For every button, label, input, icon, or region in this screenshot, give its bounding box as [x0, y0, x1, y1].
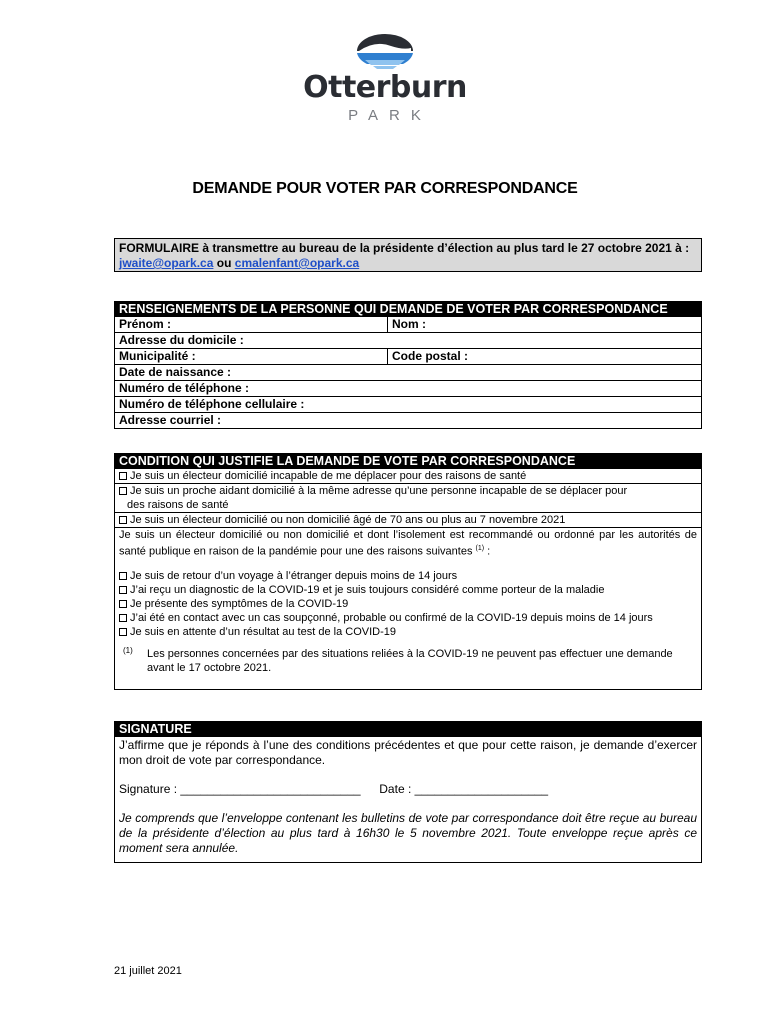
birth-date-field[interactable]: Date de naissance :	[115, 364, 701, 380]
checkbox-icon[interactable]	[119, 472, 127, 480]
last-name-field[interactable]: Nom :	[387, 317, 426, 332]
footnote: (1) Les personnes concernées par des situations reliées à la COVID-19 ne peuvent pas effectuer une demande avant le 17 octobre 2021.	[123, 645, 673, 674]
address-field[interactable]: Adresse du domicile :	[115, 332, 701, 348]
footer-date: 21 juillet 2021	[114, 965, 182, 977]
isolation-text: Je suis un électeur domicilié ou non domicilié et dont l’isolement est recommandé ou ordonné par les autorités de santé publique en raison de la pandémie pour une des raisons suivantes $^{(1)}$ :	[119, 529, 697, 558]
checkbox-icon[interactable]	[119, 614, 127, 622]
first-name-field[interactable]: Prénom :	[119, 317, 172, 331]
logo-name: Otterburn	[303, 70, 467, 105]
condition-option-age-70[interactable]: Je suis un électeur domicilié ou non domicilié âgé de 70 ans ou plus au 7 novembre 2021	[115, 512, 701, 527]
deadline-notice: Je comprends que l’enveloppe contenant les bulletins de vote par correspondance doit être reçue au bureau de la présidente d’élection au plus tard à 16h30 le 5 novembre 2021. Toute enveloppe reçue après ce moment sera annulée.	[119, 811, 697, 855]
checkbox-icon[interactable]	[119, 487, 127, 495]
personal-info-section	[114, 301, 702, 429]
condition-section	[114, 453, 702, 690]
postal-code-field[interactable]: Code postal :	[387, 349, 468, 364]
condition-option-caregiver[interactable]: Je suis un proche aidant domicilié à la même adresse qu’une personne incapable de se déplacer pour des raisons de santé	[115, 483, 701, 512]
name-row	[115, 317, 701, 332]
checkbox-icon[interactable]	[119, 628, 127, 636]
email-field[interactable]: Adresse courriel :	[115, 412, 701, 428]
condition-covid-block	[115, 527, 701, 689]
municipality-field[interactable]: Municipalité :	[119, 349, 196, 363]
covid-option-diagnosis[interactable]: J’ai reçu un diagnostic de la COVID-19 et je suis toujours considéré comme porteur de la maladie	[119, 583, 697, 597]
instructions-box	[114, 238, 702, 272]
condition-heading: CONDITION QUI JUSTIFIE LA DEMANDE DE VOTE PAR CORRESPONDANCE	[115, 454, 701, 469]
instructions-text: FORMULAIRE à transmettre au bureau de la présidente d’élection au plus tard le 27 octobre 2021 à :	[119, 241, 690, 255]
personal-info-heading: RENSEIGNEMENTS DE LA PERSONNE QUI DEMANDE DE VOTER PAR CORRESPONDANCE	[115, 302, 701, 317]
condition-option-health[interactable]: Je suis un électeur domicilié incapable de me déplacer pour des raisons de santé	[115, 469, 701, 483]
signature-heading: SIGNATURE	[115, 722, 701, 737]
instructions-separator: ou	[216, 256, 232, 270]
checkbox-icon[interactable]	[119, 586, 127, 594]
municipality-row	[115, 348, 701, 364]
checkbox-icon[interactable]	[119, 516, 127, 524]
logo-emblem-icon	[353, 32, 417, 70]
page-title: DEMANDE POUR VOTER PAR CORRESPONDANCE	[192, 180, 578, 197]
signature-line-row	[119, 782, 697, 797]
covid-option-contact[interactable]: J’ai été en contact avec un cas soupçonné, probable ou confirmé de la COVID-19 depuis moins de 14 jours	[119, 611, 697, 625]
covid-option-travel[interactable]: Je suis de retour d’un voyage à l’étranger depuis moins de 14 jours	[119, 569, 697, 583]
checkbox-icon[interactable]	[119, 572, 127, 580]
signature-field[interactable]: Signature : ___________________________	[119, 782, 361, 796]
signature-section	[114, 721, 702, 863]
email-link-cmalenfant[interactable]: cmalenfant@opark.ca	[234, 256, 360, 270]
phone-field[interactable]: Numéro de téléphone :	[115, 380, 701, 396]
checkbox-icon[interactable]	[119, 600, 127, 608]
covid-option-symptoms[interactable]: Je présente des symptômes de la COVID-19	[119, 597, 697, 611]
cell-phone-field[interactable]: Numéro de téléphone cellulaire :	[115, 396, 701, 412]
email-link-jwaite[interactable]: jwaite@opark.ca	[119, 256, 214, 270]
logo-subtitle: PARK	[348, 107, 432, 124]
otterburn-park-logo	[300, 28, 470, 123]
date-field[interactable]: Date : ____________________	[379, 782, 549, 796]
covid-option-test[interactable]: Je suis en attente d’un résultat au test de la COVID-19	[119, 625, 697, 639]
affirmation-text: J’affirme que je réponds à l’une des conditions précédentes et que pour cette raison, je demande d’exercer mon droit de vote par correspondance.	[119, 738, 697, 767]
